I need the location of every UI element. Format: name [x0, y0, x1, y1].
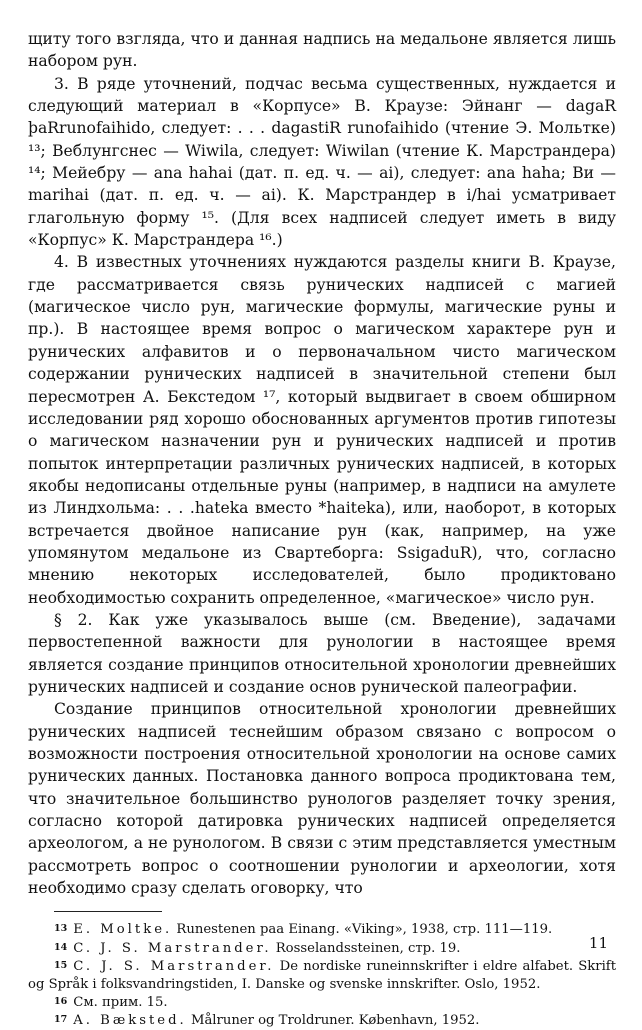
footnote-mark: 15	[54, 960, 68, 972]
footnote-author: C. J. S. Marstrander.	[73, 959, 275, 975]
footnote-16	[28, 993, 616, 1011]
book-page	[28, 28, 616, 1030]
page-number: 11	[588, 934, 608, 952]
paragraph-chronology: Создание принципов относительной хронологии древнейших рунических надписей теснейшим образом связано с вопросом о возможности построения относительной хронологии на основе самих рунических данных. Постановка данного вопроса продиктована тем, что значительное большинство рунологов разделяет точку зрения, согласно которой датировка рунических надписей определяется археологом, а не рунологом. В связи с этим представляется уместным рассмотреть вопрос о соотношении рунологии и археологии, хотя необходимо сразу сделать оговорку, что	[28, 700, 616, 898]
paragraph-3: 3. В ряде уточнений, подчас весьма существенных, нуждается и следующий материал в «Корпусе» В. Краузе: Эйнанг — dagaR þaRrunofaihido, следует: . . . dagastiR runofaihido (чтение Э. Мольтке) ¹³; Веблунгснес — Wiwila, следует: Wiwilan (чтение К. Марстрандера) ¹⁴; Мейебру — ana hahai (дат. п. ед. ч. — ai), следует: ana haha; Ви — marihai (дат. п. ед. ч. — ai). К. Марстрандер в i/hai усматривает глагольную форму ¹⁵. (Для всех надписей следует иметь в виду «Корпус» К. Марстрандера ¹⁶.)	[28, 74, 616, 250]
footnote-text: См. прим. 15.	[73, 995, 168, 1011]
main-text	[28, 28, 616, 899]
paragraph-continuation: щиту того взгляда, что и данная надпись на медальоне является лишь набором рун.	[28, 30, 616, 71]
footnote-author: E. Moltke.	[73, 922, 173, 938]
footnote-mark: 14	[54, 941, 68, 953]
footnote-author: A. Bæksted.	[73, 1013, 187, 1029]
footnote-mark: 17	[54, 1014, 68, 1026]
footnote-17	[28, 1011, 616, 1029]
footnote-15	[28, 957, 616, 993]
paragraph-section-2: § 2. Как уже указывалось выше (см. Введение), задачами первостепенной важности для рунологии в настоящее время является создание принципов относительной хронологии древнейших рунических надписей и создание основ рунической палеографии.	[28, 610, 616, 696]
footnote-author: C. J. S. Marstrander.	[73, 940, 272, 956]
footnote-mark: 16	[54, 996, 68, 1008]
footnote-mark: 13	[54, 923, 68, 935]
footnotes	[28, 920, 616, 1029]
footnote-13	[28, 920, 616, 938]
footnote-separator	[54, 911, 162, 912]
footnote-text: De nordiske runeinnskrifter i eldre alfabet. Skrift og Språk i folksvandringstiden, I. Danske og svenske innskrifter. Oslo, 1952.	[28, 959, 616, 992]
footnote-text: Rosselandssteinen, стр. 19.	[275, 940, 461, 956]
footnote-14	[28, 939, 616, 957]
footnote-text: Runestenen paa Einang. «Viking», 1938, стр. 111—119.	[176, 922, 553, 938]
footnote-text: Målruner og Troldruner. København, 1952.	[190, 1013, 480, 1029]
paragraph-4: 4. В известных уточнениях нуждаются разделы книги В. Краузе, где рассматривается связь рунических надписей с магией (магическое число рун, магические формулы, магические руны и пр.). В настоящее время вопрос о магическом характере рун и рунических алфавитов и о первоначальном чисто магическом содержании рунических надписей в значительной степени был пересмотрен А. Бекстедом ¹⁷, который выдвигает в своем обширном исследовании ряд хорошо обоснованных аргументов против гипотезы о магическом назначении рун и рунических надписей и против попыток интерпретации различных рунических надписей, в которых якобы недописаны отдельные руны (например, в надписи на амулете из Линдхольма: . . .hateka вместо *haiteka), или, наоборот, в которых встречается двойное написание рун (как, например, на уже упомянутом медальоне из Свартеборга: SsigaduR), что, согласно мнению некоторых исследователей, было продиктовано необходимостью сохранить определенное, «магическое» число рун.	[28, 253, 616, 607]
